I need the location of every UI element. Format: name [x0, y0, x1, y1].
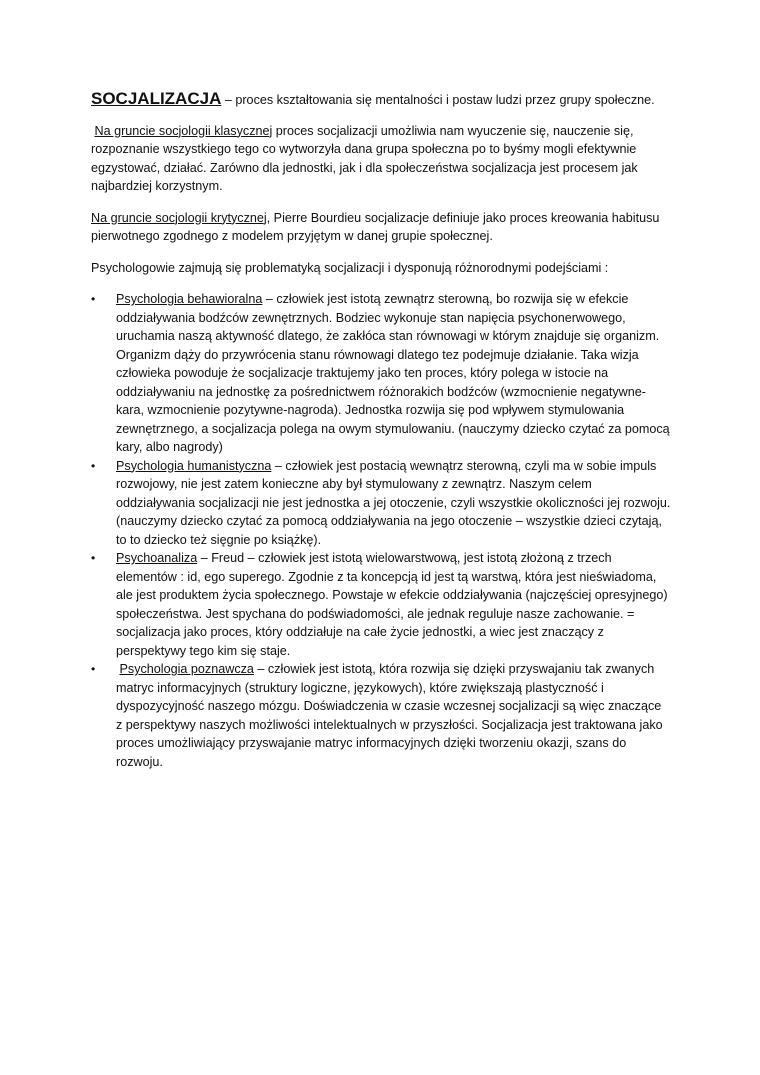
bullet-icon: • [91, 292, 96, 306]
underlined-term: Na gruncie socjologii krytycznej [91, 210, 267, 225]
list-item-text: – człowiek jest istotą, która rozwija się dzięki przyswajaniu tak zwanych matryc informacyjnych (struktury logiczne, językowych), które zwiększają plastyczność i dyspozycyjność naszego mózgu. Doświadczenia w czasie wczesnej socjalizacji są więc znaczące z perspektywy naszych możliwości intelektualnych w przyszłości. Socjalizacja jest traktowana jako proces umożliwiający przyswajanie matryc informacyjnych dzięki tworzeniu okazji, szans do rozwoju. [116, 662, 663, 769]
bullet-icon: • [91, 662, 96, 676]
title-line [91, 90, 671, 110]
list-item-term: Psychoanaliza [116, 551, 198, 565]
paragraph-text: Psychologowie zajmują się problematyką socjalizacji i dysponują różnorodnymi podejściami : [91, 260, 609, 275]
bullet-icon: • [91, 458, 96, 473]
list-item-text: – człowiek jest postacią wewnątrz sterowną, czyli ma w sobie impuls rozwojowy, nie jest zatem konieczne aby był stymulowany z zewnątrz. Naszym celem oddziaływania socjalizacji nie jest jednostka a jej otoczenie, czyli wszystkie okoliczności jej rozwoju. (nauczymy dziecko czytać za pomocą oddziaływania na jego otoczenie – wszystkie dzieci czytają, to to dziecko też sięgnie po książkę). [116, 458, 671, 547]
list-item-term: Psychologia behawioralna [116, 292, 263, 306]
list-item-term: Psychologia humanistyczna [116, 458, 272, 473]
document-title: SOCJALIZACJA [91, 89, 222, 108]
list-item [91, 660, 671, 771]
paragraph-critical-sociology [91, 209, 671, 246]
list-item [91, 457, 671, 550]
paragraph-classical-sociology [91, 122, 671, 196]
paragraph-text: , Pierre Bourdieu socjalizacje definiuje jako proces kreowania habitusu pierwotnego zgodnego z modelem przyjętym w danej grupie społecznej. [91, 210, 660, 243]
underlined-term: Na gruncie socjologii klasycznej [94, 123, 273, 138]
paragraph-text: proces socjalizacji umożliwia nam wyuczenie się, nauczenie się, rozpoznanie wszystkiego tego co wytworzyła dana grupa społeczna po to byśmy mogli efektywnie egzystować, działać. Zarówno dla jednostki, jak i dla społeczeństwa socjalizacja jest procesem jak najbardziej korzystnym. [91, 123, 638, 193]
document-page [91, 90, 671, 771]
list-item [91, 290, 671, 457]
paragraph-psychology-intro [91, 259, 671, 278]
bullet-icon: • [91, 551, 96, 565]
title-definition: – proces kształtowania się mentalności i postaw ludzi przez grupy społeczne. [221, 93, 655, 107]
list-item-term: Psychologia poznawcza [119, 662, 254, 676]
list-item-text: – Freud – człowiek jest istotą wielowarstwową, jest istotą złożoną z trzech elementów : id, ego superego. Zgodnie z ta koncepcją id jest tą warstwą, która jest nieświadoma, ale jest produktem życia społecznego. Powstaje w efekcie oddziaływania (najczęściej opresyjnego) społeczeństwa. Jest spychana do podświadomości, ale jednak reguluje nasze zachowanie. = socjalizacja jako proces, który oddziałuje na całe życie jednostki, a wiec jest znaczący z perspektywy tego kim się staje. [116, 551, 668, 658]
list-item-text: – człowiek jest istotą zewnątrz sterowną, bo rozwija się w efekcie oddziaływania bodźców zewnętrznych. Bodziec wykonuje stan napięcia psychonerwowego, uruchamia naszą aktywność dlatego, że zakłóca stan równowagi w którym znajduje się organizm. Organizm dąży do przywrócenia stanu równowagi dlatego tez podejmuje działanie. Taka wizja człowieka powoduje że socjalizacje traktujemy jako ten proces, który polega w istocie na oddziaływaniu na jednostkę za pośrednictwem różnorakich bodźców (wzmocnienie negatywne-kara, wzmocnienie pozytywne-nagroda). Jednostka rozwija się pod wpływem stymulowania zewnętrznego, a socjalizacja polega na owym stymulowaniu. (nauczymy dziecko czytać za pomocą kary, albo nagrody) [116, 292, 670, 454]
approaches-list [91, 290, 671, 771]
list-item [91, 549, 671, 660]
